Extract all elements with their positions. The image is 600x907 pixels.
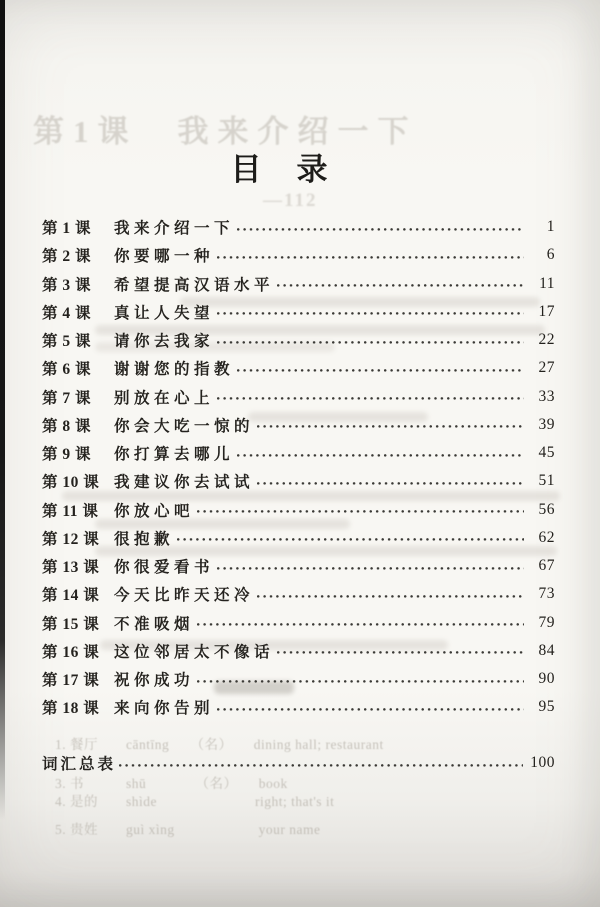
lesson-title: 今天比昨天还冷	[114, 587, 255, 605]
lesson-title: 你放心吧	[114, 502, 195, 520]
lesson-number-label: 第 7 课	[42, 389, 92, 407]
dotted-leader	[237, 228, 524, 231]
dotted-leader	[217, 708, 524, 711]
page-number: 79	[538, 613, 555, 631]
lesson-title: 别放在心上	[114, 389, 215, 407]
ghost-vocab-line: 5. 贵姓 guì xìng your name	[55, 822, 321, 837]
lesson-title: 你很爱看书	[114, 559, 215, 577]
page-number: 84	[538, 641, 555, 659]
dotted-leader	[217, 312, 524, 315]
ghost-bleedthrough-page-marker: —112	[263, 190, 318, 211]
dotted-leader	[257, 595, 524, 598]
lesson-number-label: 第 11 课	[42, 502, 99, 520]
lesson-title: 这位邻居太不像话	[114, 643, 275, 661]
dotted-leader	[237, 369, 524, 372]
page-number: 56	[538, 500, 555, 518]
toc-row	[42, 552, 555, 580]
page-number: 62	[538, 528, 555, 546]
dotted-leader	[257, 425, 524, 428]
ghost-vocab-line: 4. 是的 shìde right; that's it	[55, 794, 335, 809]
toc-row	[42, 467, 555, 495]
lesson-title: 真让人失望	[114, 304, 215, 322]
page-number: 22	[538, 331, 555, 349]
toc-row	[42, 383, 555, 411]
vocab-summary-row	[42, 750, 555, 776]
page-left-edge	[0, 0, 5, 820]
page-number: 45	[538, 444, 555, 462]
toc-row	[42, 439, 555, 467]
lesson-number-label: 第 15 课	[42, 615, 100, 633]
toc-row	[42, 637, 555, 665]
toc-row	[42, 524, 555, 552]
lesson-title: 希望提高汉语水平	[114, 276, 275, 294]
lesson-title: 我建议你去试试	[114, 474, 255, 492]
toc-row	[42, 354, 555, 382]
page-number: 39	[538, 415, 555, 433]
lesson-number-label: 第 9 课	[42, 446, 92, 464]
dotted-leader	[257, 482, 524, 485]
dotted-leader	[277, 284, 524, 287]
toc-row	[42, 580, 555, 608]
lesson-title: 我来介绍一下	[114, 220, 235, 238]
dotted-leader	[197, 623, 524, 626]
dotted-leader	[217, 256, 524, 259]
toc-row	[42, 326, 555, 354]
ghost-vocab-line: 1. 餐厅 cāntīng （名） dining hall; restaurant	[55, 737, 384, 752]
lesson-number-label: 第 3 课	[42, 276, 92, 294]
toc-row	[42, 213, 555, 241]
page-number: 33	[538, 387, 555, 405]
toc-row	[42, 270, 555, 298]
toc-row	[42, 298, 555, 326]
dotted-leader	[197, 680, 524, 683]
page-number: 95	[538, 698, 555, 716]
lesson-title: 祝你成功	[114, 672, 195, 690]
dotted-leader	[217, 341, 524, 344]
lesson-number-label: 第 14 课	[42, 587, 100, 605]
page-number: 17	[538, 302, 555, 320]
toc-row	[42, 665, 555, 693]
lesson-number-label: 第 6 课	[42, 361, 92, 379]
dotted-leader	[217, 397, 524, 400]
lesson-number-label: 第 4 课	[42, 304, 92, 322]
lesson-title: 不准吸烟	[114, 615, 195, 633]
lesson-number-label: 第 12 课	[42, 530, 100, 548]
toc-row	[42, 693, 555, 721]
lesson-number-label: 第 8 课	[42, 417, 92, 435]
lesson-title: 谢谢您的指教	[114, 361, 235, 379]
lesson-number-label: 第 17 课	[42, 672, 100, 690]
dotted-leader	[277, 651, 524, 654]
lesson-title: 你要哪一种	[114, 248, 215, 266]
lesson-number-label: 第 18 课	[42, 700, 100, 718]
lesson-title: 很抱歉	[114, 530, 175, 548]
lesson-number-label: 第 5 课	[42, 333, 92, 351]
lesson-number-label: 第 16 课	[42, 643, 100, 661]
page-number: 73	[538, 585, 555, 603]
toc-row	[42, 609, 555, 637]
vocab-summary-page-number: 100	[530, 754, 555, 771]
page-number: 11	[539, 274, 555, 292]
toc-list	[42, 213, 555, 722]
vocab-summary-label: 词汇总表	[42, 756, 117, 773]
page-title: 目 录	[230, 152, 330, 187]
dotted-leader	[237, 454, 524, 457]
page-number: 67	[538, 557, 555, 575]
page-number: 90	[538, 670, 555, 688]
toc-row	[42, 241, 555, 269]
lesson-number-label: 第 10 课	[42, 474, 100, 492]
lesson-number-label: 第 2 课	[42, 248, 92, 266]
toc-row	[42, 496, 555, 524]
page-number: 27	[538, 359, 555, 377]
ghost-bleedthrough-lesson-heading: 第1课 我来介绍一下	[33, 114, 418, 149]
dotted-leader	[197, 510, 524, 513]
lesson-number-label: 第 1 课	[42, 220, 92, 238]
lesson-title: 你会大吃一惊的	[114, 417, 255, 435]
dotted-leader	[217, 567, 524, 570]
dotted-leader	[119, 764, 523, 767]
lesson-number-label: 第 13 课	[42, 559, 100, 577]
page-number: 1	[546, 218, 555, 236]
toc-row	[42, 411, 555, 439]
dotted-leader	[177, 538, 524, 541]
lesson-title: 请你去我家	[114, 333, 215, 351]
ghost-vocab-line: 3. 书 shū （名） book	[55, 776, 288, 791]
lesson-title: 你打算去哪儿	[114, 446, 235, 464]
page-number: 6	[546, 246, 555, 264]
page-number: 51	[538, 472, 555, 490]
lesson-title: 来向你告别	[114, 700, 215, 718]
